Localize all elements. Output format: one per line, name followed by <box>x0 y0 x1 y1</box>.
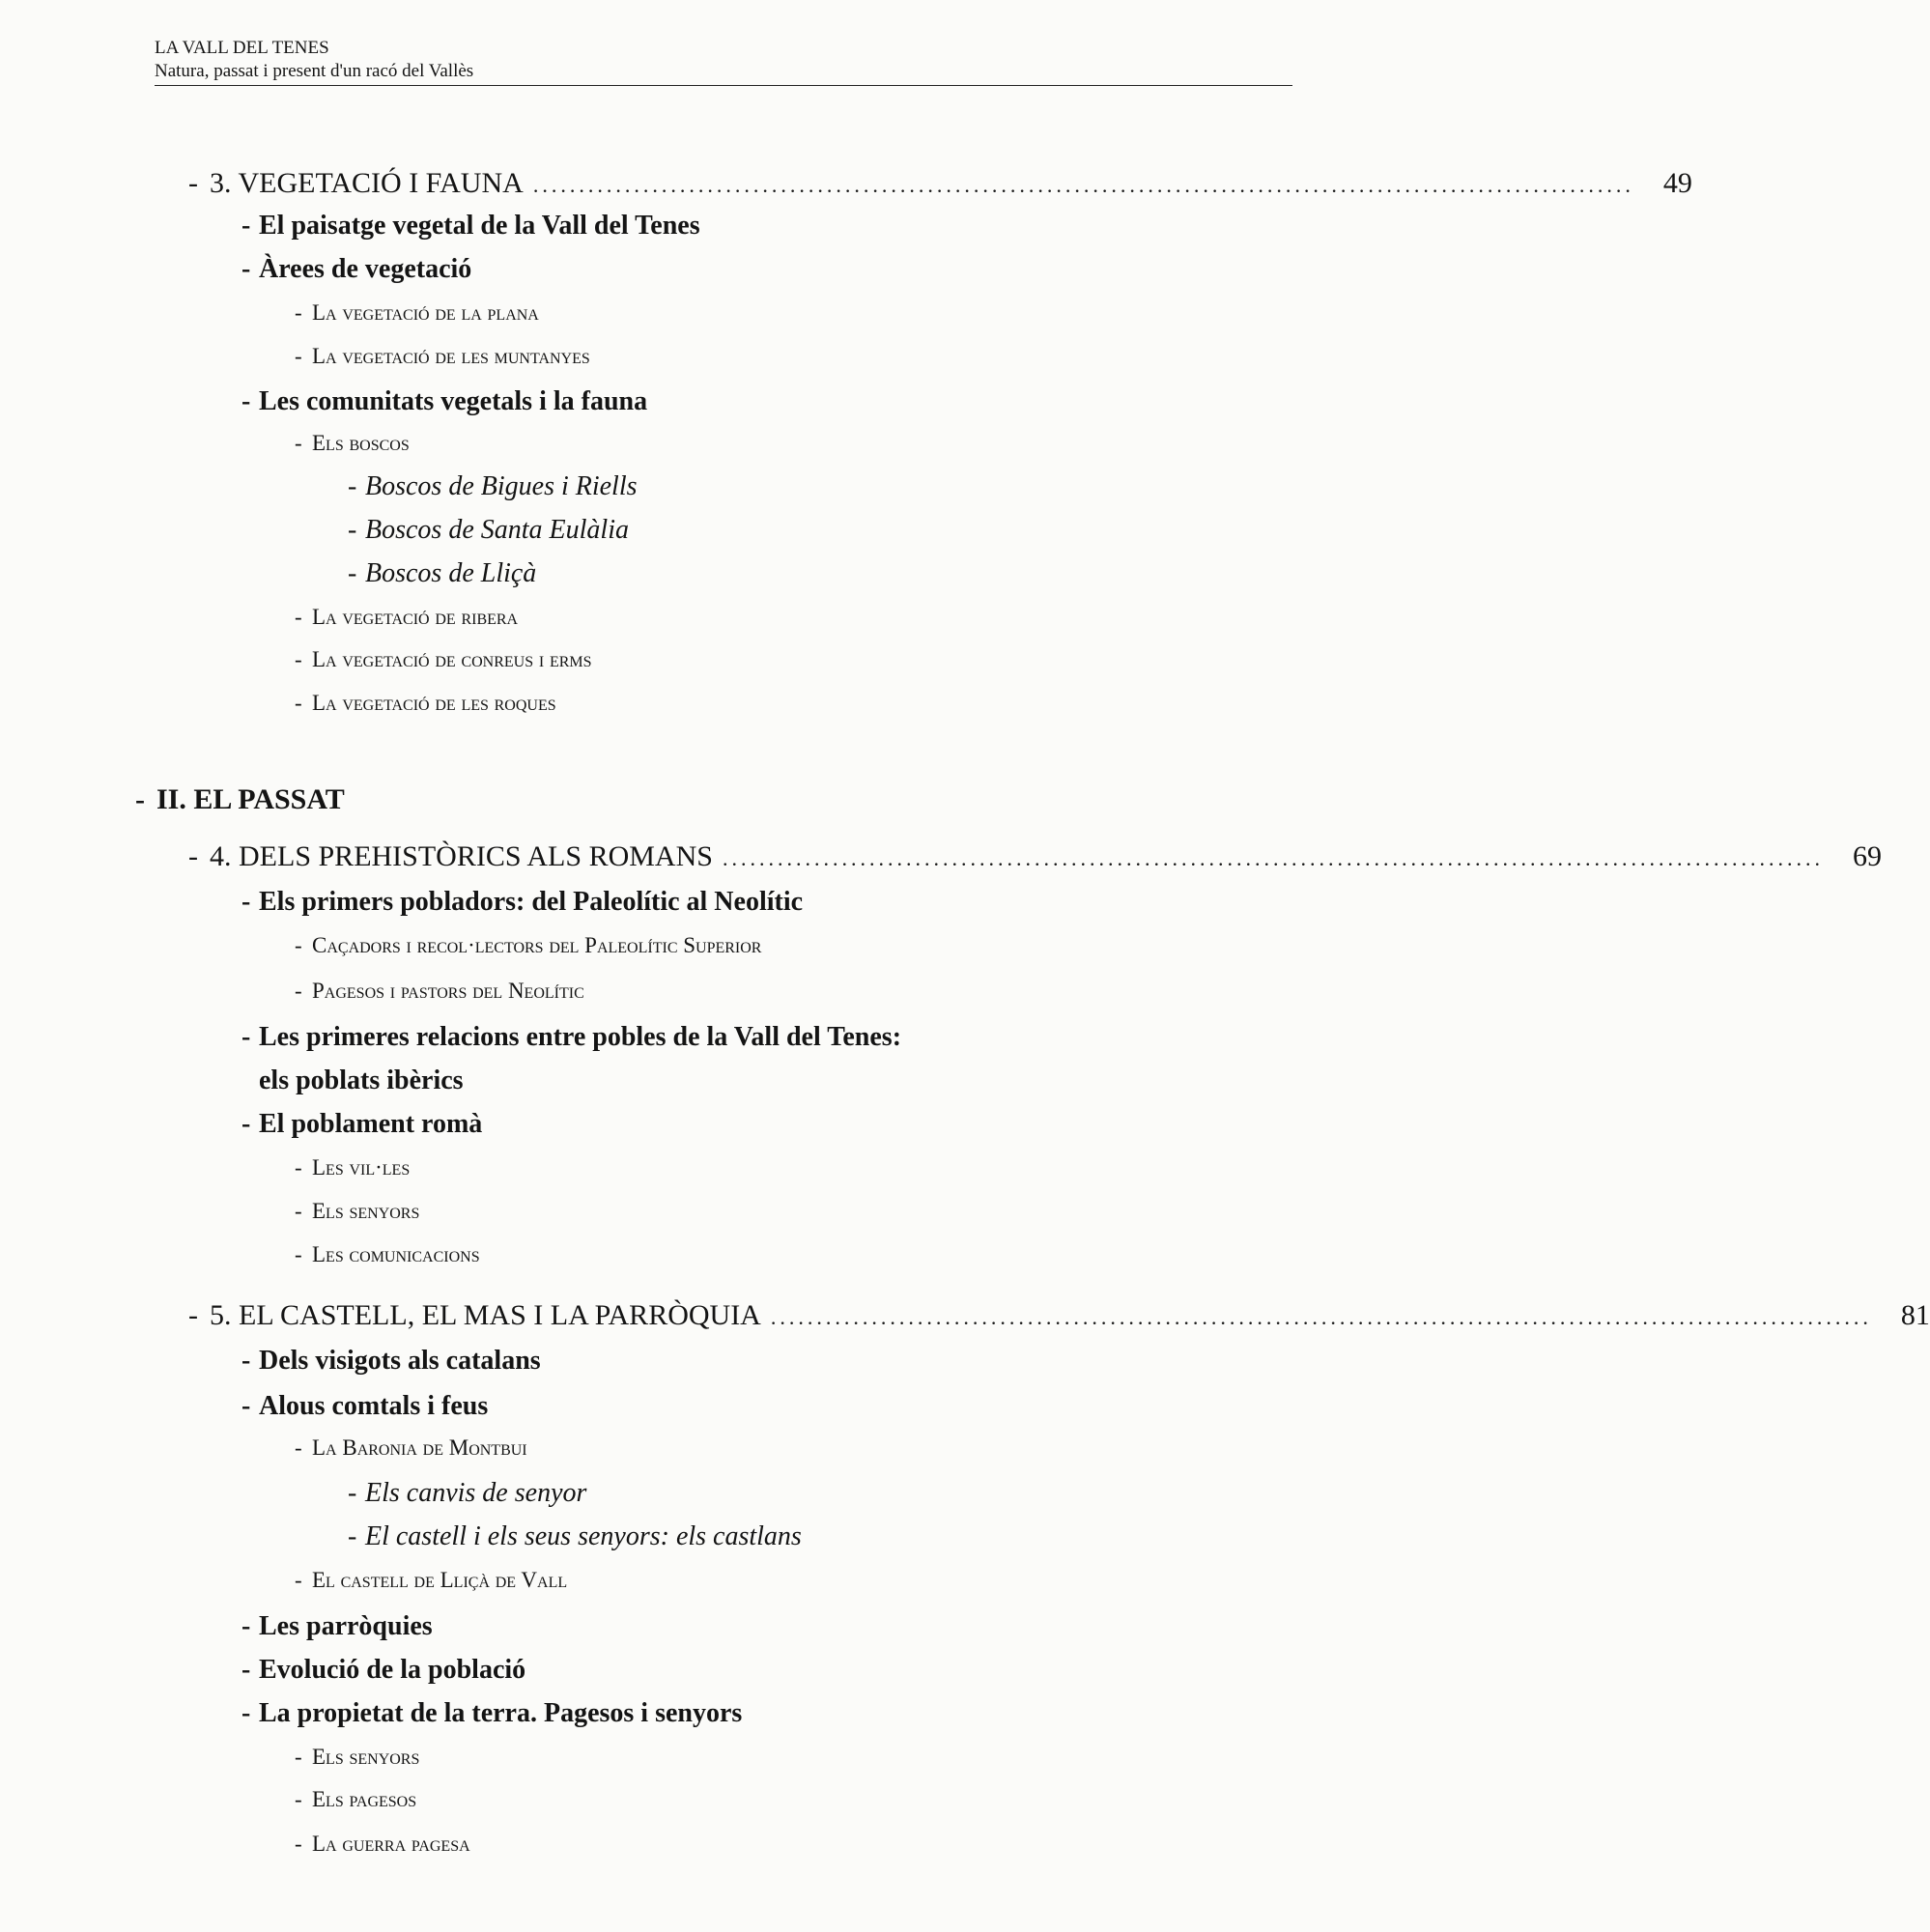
entry-label: El castell i els seus senyors: els castlans <box>365 1521 802 1551</box>
entry-label: Les parròquies <box>259 1611 433 1641</box>
toc-entry <box>348 1521 802 1552</box>
toc-entry <box>241 211 700 242</box>
book-subtitle: Natura, passat i present d'un racó del Vallès <box>155 61 474 81</box>
entry-dash: - <box>241 1109 251 1139</box>
entry-dash: - <box>188 167 198 199</box>
entry-dash: - <box>295 1242 302 1266</box>
entry-label: Boscos de Lliçà <box>365 558 537 588</box>
leader-dots: ........................................................................................................................ <box>532 173 1634 197</box>
entry-dash: - <box>295 1435 302 1460</box>
entry-dash: - <box>295 1568 302 1592</box>
toc-entry <box>348 1478 586 1509</box>
entry-label: Caçadors i recol·lectors del Paleolític Superior <box>312 933 762 957</box>
entry-dash: - <box>241 1698 251 1728</box>
entry-dash: - <box>348 515 357 545</box>
toc-entry <box>295 1242 480 1267</box>
entry-dash: - <box>295 979 302 1003</box>
toc-entry <box>241 1611 433 1642</box>
toc-entry <box>295 1745 419 1770</box>
entry-label: La vegetació de les muntanyes <box>312 344 590 368</box>
entry-dash: - <box>241 1022 251 1052</box>
toc-entry <box>295 431 410 456</box>
entry-dash: - <box>241 1346 251 1376</box>
toc-entry <box>295 933 761 958</box>
entry-dash: - <box>135 783 145 815</box>
entry-dash: - <box>295 1155 302 1179</box>
entry-label: Àrees de vegetació <box>259 254 472 284</box>
toc-entry <box>295 1155 410 1180</box>
page-number: 49 <box>1662 167 1692 199</box>
leader-dots: ........................................................................................................................ <box>722 846 1824 870</box>
entry-dash: - <box>295 1745 302 1769</box>
toc-entry <box>241 1698 742 1729</box>
toc-chapter-entry <box>188 1299 1930 1332</box>
toc-chapter-entry <box>188 840 1882 873</box>
entry-dash: - <box>348 558 357 588</box>
toc-entry <box>241 1391 488 1422</box>
toc-entry <box>295 1199 419 1224</box>
toc-entry <box>241 386 647 417</box>
entry-label: La Baronia de Montbui <box>312 1435 527 1460</box>
entry-dash: - <box>241 1655 251 1685</box>
toc-entry <box>241 1655 525 1686</box>
entry-label: Les comunicacions <box>312 1242 480 1266</box>
toc-entry <box>295 979 584 1004</box>
entry-label: II. EL PASSAT <box>156 783 345 815</box>
entry-label: La guerra pagesa <box>312 1832 470 1856</box>
toc-entry <box>295 691 556 716</box>
toc-entry <box>295 1568 567 1593</box>
entry-dash: - <box>295 933 302 957</box>
entry-label: Els boscos <box>312 431 410 455</box>
toc-entry <box>241 887 803 918</box>
entry-label: La vegetació de conreus i erms <box>312 647 592 671</box>
entry-label: els poblats ibèrics <box>259 1065 464 1095</box>
entry-dash: - <box>295 344 302 368</box>
entry-label: La vegetació de la plana <box>312 300 539 325</box>
entry-dash: - <box>348 1521 357 1551</box>
toc-entry <box>295 605 518 630</box>
entry-dash: - <box>295 691 302 715</box>
entry-dash: - <box>348 1478 357 1508</box>
entry-label: Les vil·les <box>312 1155 411 1179</box>
entry-label: Boscos de Santa Eulàlia <box>365 515 629 545</box>
entry-label: El paisatge vegetal de la Vall del Tenes <box>259 211 700 241</box>
entry-dash: - <box>241 254 251 284</box>
entry-dash: - <box>241 1611 251 1641</box>
entry-dash: - <box>295 1199 302 1223</box>
entry-dash: - <box>188 1299 198 1331</box>
entry-label: 4. DELS PREHISTÒRICS ALS ROMANS <box>210 840 713 872</box>
entry-label: Les comunitats vegetals i la fauna <box>259 386 648 416</box>
entry-label: Alous comtals i feus <box>259 1391 489 1421</box>
entry-dash: - <box>295 605 302 629</box>
entry-label: El castell de Lliçà de Vall <box>312 1568 568 1592</box>
toc-entry <box>241 1346 541 1377</box>
entry-label: La propietat de la terra. Pagesos i senyors <box>259 1698 743 1728</box>
entry-label: Els canvis de senyor <box>365 1478 587 1508</box>
entry-dash: - <box>241 386 251 416</box>
entry-label: 5. EL CASTELL, EL MAS I LA PARRÒQUIA <box>210 1299 761 1331</box>
entry-label: Boscos de Bigues i Riells <box>365 471 638 501</box>
toc-entry <box>348 558 536 589</box>
toc-entry <box>295 300 539 326</box>
book-title: LA VALL DEL TENES <box>155 38 329 58</box>
toc-entry <box>295 1832 470 1857</box>
entry-dash: - <box>241 1391 251 1421</box>
entry-dash: - <box>295 300 302 325</box>
entry-label: Dels visigots als catalans <box>259 1346 541 1376</box>
entry-dash: - <box>241 887 251 917</box>
toc-part-heading <box>135 783 345 816</box>
toc-entry <box>295 1787 416 1812</box>
entry-label: Els senyors <box>312 1199 420 1223</box>
entry-label: La vegetació de ribera <box>312 605 519 629</box>
entry-dash: - <box>295 1787 302 1811</box>
entry-dash: - <box>295 1832 302 1856</box>
entry-label: 3. VEGETACIÓ I FAUNA <box>210 167 524 199</box>
toc-entry <box>295 1435 527 1461</box>
toc-entry <box>348 471 638 502</box>
toc-entry <box>241 1065 464 1096</box>
toc-entry <box>348 515 629 546</box>
toc-entry <box>241 254 471 285</box>
entry-dash: - <box>295 647 302 671</box>
entry-label: Pagesos i pastors del Neolític <box>312 979 584 1003</box>
toc-chapter-entry <box>188 167 1692 200</box>
entry-dash: - <box>348 471 357 501</box>
leader-dots: ........................................................................................................................ <box>770 1305 1872 1329</box>
entry-dash: - <box>188 840 198 872</box>
page-number: 69 <box>1852 840 1882 872</box>
entry-label: El poblament romà <box>259 1109 483 1139</box>
entry-label: La vegetació de les roques <box>312 691 556 715</box>
entry-label: Evolució de la població <box>259 1655 526 1685</box>
entry-label: Els primers pobladors: del Paleolític al Neolític <box>259 887 804 917</box>
entry-dash: - <box>241 211 251 241</box>
toc-entry <box>241 1109 482 1140</box>
entry-label: Les primeres relacions entre pobles de la Vall del Tenes: <box>259 1022 902 1052</box>
toc-entry <box>241 1022 901 1053</box>
toc-entry <box>295 647 592 672</box>
toc-entry <box>295 344 590 369</box>
page-number: 81 <box>1900 1299 1930 1331</box>
entry-dash: - <box>295 431 302 455</box>
entry-label: Els senyors <box>312 1745 420 1769</box>
entry-label: Els pagesos <box>312 1787 417 1811</box>
